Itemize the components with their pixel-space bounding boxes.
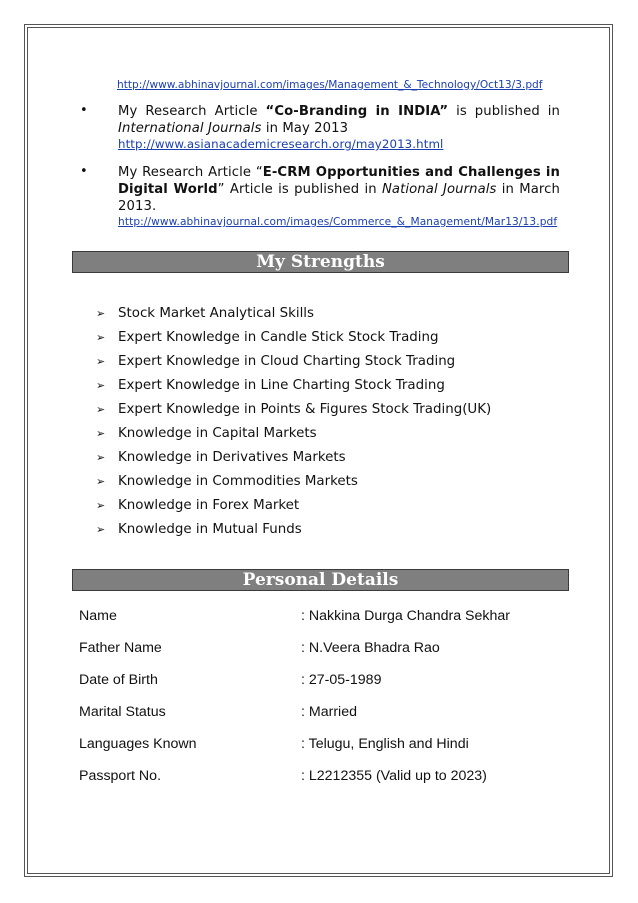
detail-label: Languages Known — [79, 736, 197, 752]
strength-label: Stock Market Analytical Skills — [118, 306, 315, 321]
strength-label: Expert Knowledge in Points & Figures Stock Trading(UK) — [118, 402, 492, 417]
article-link[interactable]: http://www.asianacademicresearch.org/may2013.html — [118, 137, 444, 151]
arrow-bullet-icon: ➢ — [96, 475, 106, 488]
arrow-bullet-icon: ➢ — [96, 331, 106, 344]
article-link[interactable]: http://www.abhinavjournal.com/images/Commerce_&_Management/Mar13/13.pdf — [118, 216, 558, 228]
journal-link-oct13[interactable]: http://www.abhinavjournal.com/images/Management_&_Technology/Oct13/3.pdf — [117, 79, 543, 91]
arrow-bullet-icon: ➢ — [96, 499, 106, 512]
detail-label: Passport No. — [79, 768, 162, 784]
detail-label: Father Name — [79, 640, 162, 656]
arrow-bullet-icon: ➢ — [96, 379, 106, 392]
detail-row — [79, 600, 549, 632]
article-title: E-CRM Opportunities and Challenges in Digital World — [118, 165, 560, 197]
detail-row — [79, 696, 549, 728]
detail-value: : 27-05-1989 — [301, 672, 382, 688]
strength-label: Knowledge in Commodities Markets — [118, 474, 358, 489]
detail-label: Marital Status — [79, 704, 166, 720]
arrow-bullet-icon: ➢ — [96, 355, 106, 368]
article-text: My Research Article “Co-Branding in INDIA” is published in International Journals in May 2013 http://www.asianacademicresearch.org/may2013.html — [118, 104, 560, 151]
strength-label: Knowledge in Mutual Funds — [118, 522, 302, 537]
strength-label: Knowledge in Capital Markets — [118, 426, 317, 441]
strength-label: Expert Knowledge in Cloud Charting Stock Trading — [118, 354, 456, 369]
strength-item — [96, 473, 491, 497]
detail-row — [79, 760, 549, 792]
detail-value: : N.Veera Bhadra Rao — [301, 640, 440, 656]
strength-label: Knowledge in Derivatives Markets — [118, 450, 346, 465]
strengths-list — [96, 305, 491, 545]
arrow-bullet-icon: ➢ — [96, 427, 106, 440]
journal-type: International Journals — [118, 121, 262, 136]
strength-item — [96, 377, 491, 401]
detail-row — [79, 728, 549, 760]
arrow-bullet-icon: ➢ — [96, 523, 106, 536]
detail-value: : L2212355 (Valid up to 2023) — [301, 768, 487, 784]
detail-row — [79, 632, 549, 664]
personal-details-table — [79, 600, 549, 792]
article-text: My Research Article “E-CRM Opportunities and Challenges in Digital World” Article is published in National Journals in March 2013. http://www.abhinavjournal.com/images/Commerce_&_Management/Mar13/13.pdf — [118, 165, 560, 228]
strength-item — [96, 329, 491, 353]
strength-item — [96, 521, 491, 545]
strength-label: Expert Knowledge in Candle Stick Stock Trading — [118, 330, 439, 345]
journal-type: National Journals — [381, 182, 497, 197]
detail-label: Date of Birth — [79, 672, 158, 688]
strength-item — [96, 305, 491, 329]
strength-label: Expert Knowledge in Line Charting Stock Trading — [118, 378, 445, 393]
strength-item — [96, 449, 491, 473]
bullet-dot: • — [80, 103, 88, 118]
strength-item — [96, 425, 491, 449]
strength-label: Knowledge in Forex Market — [118, 498, 300, 513]
bullet-dot: • — [80, 164, 88, 179]
strength-item — [96, 401, 491, 425]
detail-row — [79, 664, 549, 696]
article-title: “Co-Branding in INDIA” — [265, 104, 449, 119]
section-heading-personal: Personal Details — [72, 569, 569, 591]
detail-value: : Married — [301, 704, 357, 720]
arrow-bullet-icon: ➢ — [96, 403, 106, 416]
detail-label: Name — [79, 608, 117, 624]
arrow-bullet-icon: ➢ — [96, 451, 106, 464]
detail-value: : Nakkina Durga Chandra Sekhar — [301, 608, 510, 624]
arrow-bullet-icon: ➢ — [96, 307, 106, 320]
strength-item — [96, 353, 491, 377]
detail-value: : Telugu, English and Hindi — [301, 736, 469, 752]
section-heading-strengths: My Strengths — [72, 251, 569, 273]
strength-item — [96, 497, 491, 521]
